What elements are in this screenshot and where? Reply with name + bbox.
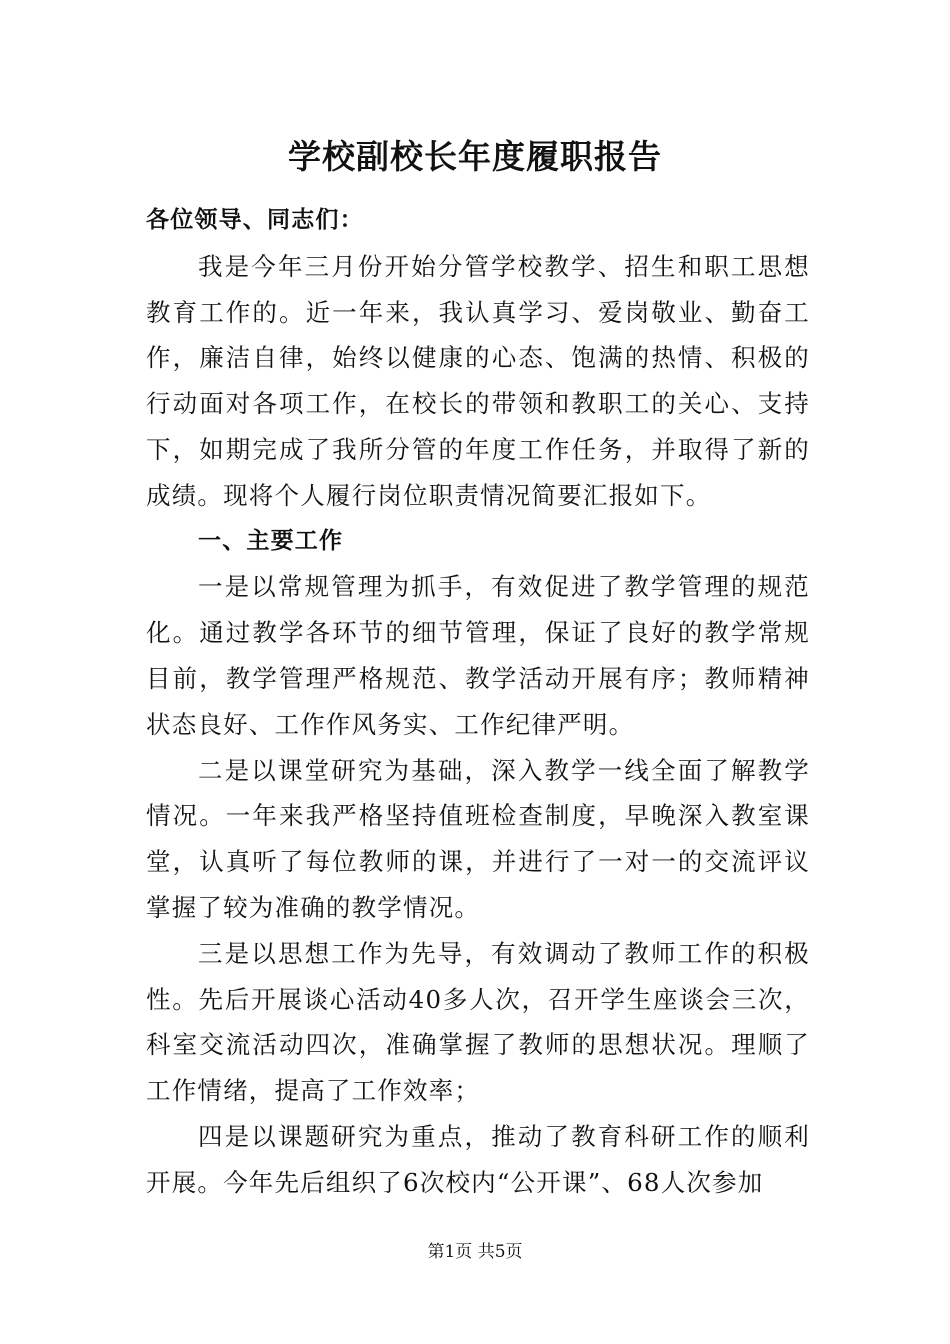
page-footer: 第1页 共5页: [427, 1242, 523, 1262]
intro-paragraph: 我是今年三月份开始分管学校教学、招生和职工思想教育工作的。近一年来，我认真学习、爱岗敬业、勤奋工作，廉洁自律，始终以健康的心态、饱满的热情、积极的行动面对各项工作，在校长的带领和教职工的关心、支持下，如期完成了我所分管的年度工作任务，并取得了新的成绩。现将个人履行岗位职责情况简要汇报如下。: [146, 251, 810, 510]
work-item-3: 三是以思想工作为先导，有效调动了教师工作的积极性。先后开展谈心活动40多人次，召开学生座谈会三次，科室交流活动四次，准确掌握了教师的思想状况。理顺了工作情绪，提高了工作效率；: [146, 938, 810, 1106]
work-item-4: 四是以课题研究为重点，推动了教育科研工作的顺利开展。今年先后组织了6次校内“公开课”、68人次参加: [146, 1121, 810, 1197]
document-body: [146, 198, 810, 1206]
section-heading: 一、主要工作: [198, 527, 344, 554]
document-title: 学校副校长年度履职报告: [288, 137, 662, 176]
work-item-2: 二是以课堂研究为基础，深入教学一线全面了解教学情况。一年来我严格坚持值班检查制度，早晚深入教室课堂，认真听了每位教师的课，并进行了一对一的交流评议掌握了较为准确的教学情况。: [146, 755, 810, 922]
work-item-1: 一是以常规管理为抓手，有效促进了教学管理的规范化。通过教学各环节的细节管理，保证了良好的教学常规目前，教学管理严格规范、教学活动开展有序；教师精神状态良好、工作作风务实、工作纪律严明。: [146, 572, 810, 739]
salutation: 各位领导、同志们：: [146, 207, 364, 233]
